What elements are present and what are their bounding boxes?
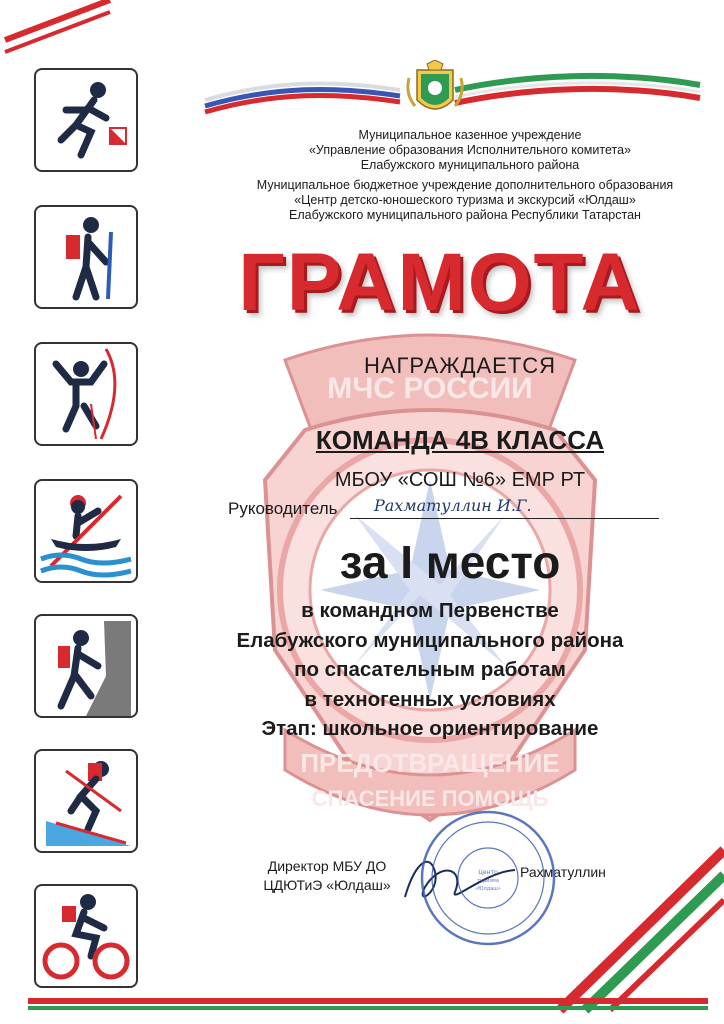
orienteering-icon — [34, 68, 138, 172]
description-line-4: в техногенных условиях — [304, 687, 556, 711]
description-line-2: Елабужского муниципального района — [236, 628, 624, 652]
cycling-icon — [34, 884, 138, 988]
director-title — [252, 857, 402, 895]
school-name: МБОУ «СОШ №6» ЕМР РТ — [334, 469, 586, 491]
kayaking-icon — [34, 479, 138, 583]
awarded-label: НАГРАЖДАЕТСЯ — [363, 353, 557, 378]
svg-text:«Юлдаш»: «Юлдаш» — [475, 886, 501, 892]
skiing-icon — [34, 749, 138, 853]
org2-line-1: Муниципальное бюджетное учреждение дополнительного образования — [256, 178, 674, 192]
organization-header-1 — [250, 128, 690, 173]
bottom-border-green — [28, 1006, 708, 1010]
leader-name: Рахматуллин И.Г. — [350, 496, 659, 519]
description-line-3: по спасательным работам — [294, 658, 566, 681]
org1-line-2: «Управление образования Исполнительного комитета» — [308, 143, 631, 157]
coat-of-arms-icon — [405, 60, 465, 122]
corner-stripes-top-left — [0, 0, 120, 60]
org2-line-3: Елабужского муниципального района Республики Татарстан — [289, 208, 641, 222]
org2-line-2: «Центр детско-юношеского туризма и экскурсий «Юлдаш» — [294, 193, 636, 207]
svg-text:Центр: Центр — [478, 869, 498, 876]
bottom-border-red — [28, 998, 708, 1004]
director-organization: ЦДЮТиЭ «Юлдаш» — [263, 877, 391, 893]
director-position: Директор МБУ ДО — [267, 858, 387, 874]
description-line-1: в командном Первенстве — [301, 599, 559, 622]
award-description — [150, 596, 710, 744]
hiking-icon — [34, 205, 138, 309]
leader-label: Руководитель — [228, 499, 338, 518]
team-name: КОМАНДА 4В КЛАССА — [315, 425, 605, 455]
emblem-bottom-text-1: ПРЕДОТВРАЩЕНИЕ — [300, 748, 560, 778]
emblem-bottom-text-2: СПАСЕНИЕ ПОМОЩЬ — [311, 786, 549, 811]
organization-header-2 — [230, 178, 700, 223]
org1-line-3: Елабужского муниципального района — [360, 158, 580, 172]
corner-stripes-bottom-right — [520, 830, 724, 1020]
svg-text:туризма: туризма — [477, 878, 499, 884]
emblem-top-text: МЧС РОССИИ — [327, 372, 533, 405]
mountaineering-icon — [34, 614, 138, 718]
director-name: Рахматуллин — [520, 864, 606, 880]
certificate-title: ГРАМОТА — [238, 237, 642, 328]
org1-line-1: Муниципальное казенное учреждение — [358, 128, 582, 142]
description-line-5: Этап: школьное ориентирование — [261, 717, 599, 740]
place-text: за I место — [339, 536, 561, 588]
climbing-icon — [34, 342, 138, 446]
